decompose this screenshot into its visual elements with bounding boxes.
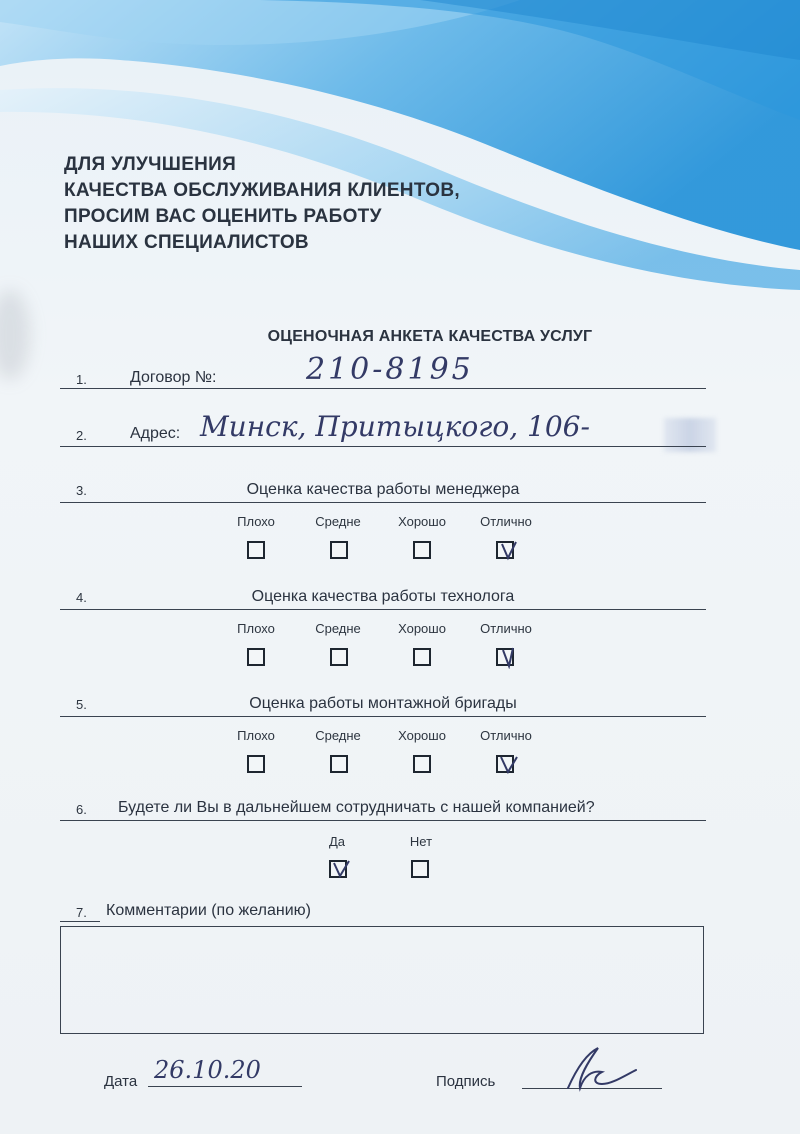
- checkmark-icon: [499, 647, 519, 669]
- checkbox-installation-average[interactable]: [330, 755, 348, 773]
- item-number-2: 2.: [76, 428, 87, 443]
- option-label-good: Хорошо: [398, 728, 446, 743]
- option-label-no: Нет: [409, 834, 433, 849]
- header-line: ДЛЯ УЛУЧШЕНИЯ: [64, 154, 237, 175]
- option-label-excellent: Отлично: [480, 621, 532, 636]
- contract-underline: [60, 388, 706, 389]
- question-technologist-title: Оценка качества работы технолога: [251, 588, 515, 605]
- contract-label: Договор №:: [130, 369, 217, 386]
- item-number-1: 1.: [76, 372, 87, 387]
- checkbox-installation-bad[interactable]: [247, 755, 265, 773]
- checkbox-manager-excellent[interactable]: [496, 541, 514, 559]
- question-cooperation-title: Будете ли Вы в дальнейшем сотрудничать с нашей компанией?: [118, 799, 595, 816]
- item-number-6: 6.: [76, 802, 87, 817]
- item-number-3: 3.: [76, 483, 87, 498]
- checkmark-icon: [332, 859, 352, 881]
- address-label: Адрес:: [130, 425, 181, 442]
- question-manager-title: Оценка качества работы менеджера: [246, 481, 520, 498]
- item-number-4: 4.: [76, 590, 87, 605]
- checkbox-manager-average[interactable]: [330, 541, 348, 559]
- option-label-average: Средне: [315, 728, 361, 743]
- checkbox-installation-excellent[interactable]: [496, 755, 514, 773]
- checkbox-cooperation-yes[interactable]: [329, 860, 347, 878]
- checkmark-icon: [499, 540, 519, 562]
- form-title: ОЦЕНОЧНАЯ АНКЕТА КАЧЕСТВА УСЛУГ: [267, 328, 593, 345]
- option-label-bad: Плохо: [237, 514, 275, 529]
- option-label-good: Хорошо: [398, 621, 446, 636]
- question-installation-title: Оценка работы монтажной бригады: [249, 695, 517, 712]
- comments-textarea[interactable]: [60, 926, 704, 1034]
- option-label-bad: Плохо: [237, 728, 275, 743]
- item-number-7: 7.: [76, 905, 87, 920]
- option-label-average: Средне: [315, 514, 361, 529]
- signature-scribble[interactable]: [558, 1040, 642, 1096]
- option-label-excellent: Отлично: [480, 514, 532, 529]
- header-line: ПРОСИМ ВАС ОЦЕНИТЬ РАБОТУ: [64, 206, 382, 227]
- checkbox-technologist-average[interactable]: [330, 648, 348, 666]
- checkmark-icon: [499, 754, 519, 776]
- address-underline: [60, 446, 706, 447]
- address-value[interactable]: Минск, Притыцкого, 106-: [200, 410, 590, 443]
- date-underline: [148, 1086, 302, 1087]
- question-underline: [60, 716, 706, 717]
- option-label-yes: Да: [328, 834, 346, 849]
- checkbox-technologist-bad[interactable]: [247, 648, 265, 666]
- checkbox-cooperation-no[interactable]: [411, 860, 429, 878]
- option-label-bad: Плохо: [237, 621, 275, 636]
- comments-label: Комментарии (по желанию): [106, 902, 311, 919]
- checkbox-manager-good[interactable]: [413, 541, 431, 559]
- item-number-5: 5.: [76, 697, 87, 712]
- date-value[interactable]: 26.10.20: [154, 1056, 261, 1084]
- checkbox-technologist-good[interactable]: [413, 648, 431, 666]
- header-line: НАШИХ СПЕЦИАЛИСТОВ: [64, 232, 309, 253]
- question-underline: [60, 502, 706, 503]
- checkbox-installation-good[interactable]: [413, 755, 431, 773]
- comments-number-underline: [60, 921, 100, 922]
- header-appeal: [64, 152, 460, 256]
- option-label-excellent: Отлично: [480, 728, 532, 743]
- option-label-average: Средне: [315, 621, 361, 636]
- checkbox-technologist-excellent[interactable]: [496, 648, 514, 666]
- question-underline: [60, 820, 706, 821]
- option-label-good: Хорошо: [398, 514, 446, 529]
- contract-number-value[interactable]: 210-8195: [306, 352, 474, 387]
- question-underline: [60, 609, 706, 610]
- checkbox-manager-bad[interactable]: [247, 541, 265, 559]
- signature-label: Подпись: [436, 1073, 496, 1090]
- date-label: Дата: [104, 1073, 138, 1090]
- header-line: КАЧЕСТВА ОБСЛУЖИВАНИЯ КЛИЕНТОВ,: [64, 180, 460, 201]
